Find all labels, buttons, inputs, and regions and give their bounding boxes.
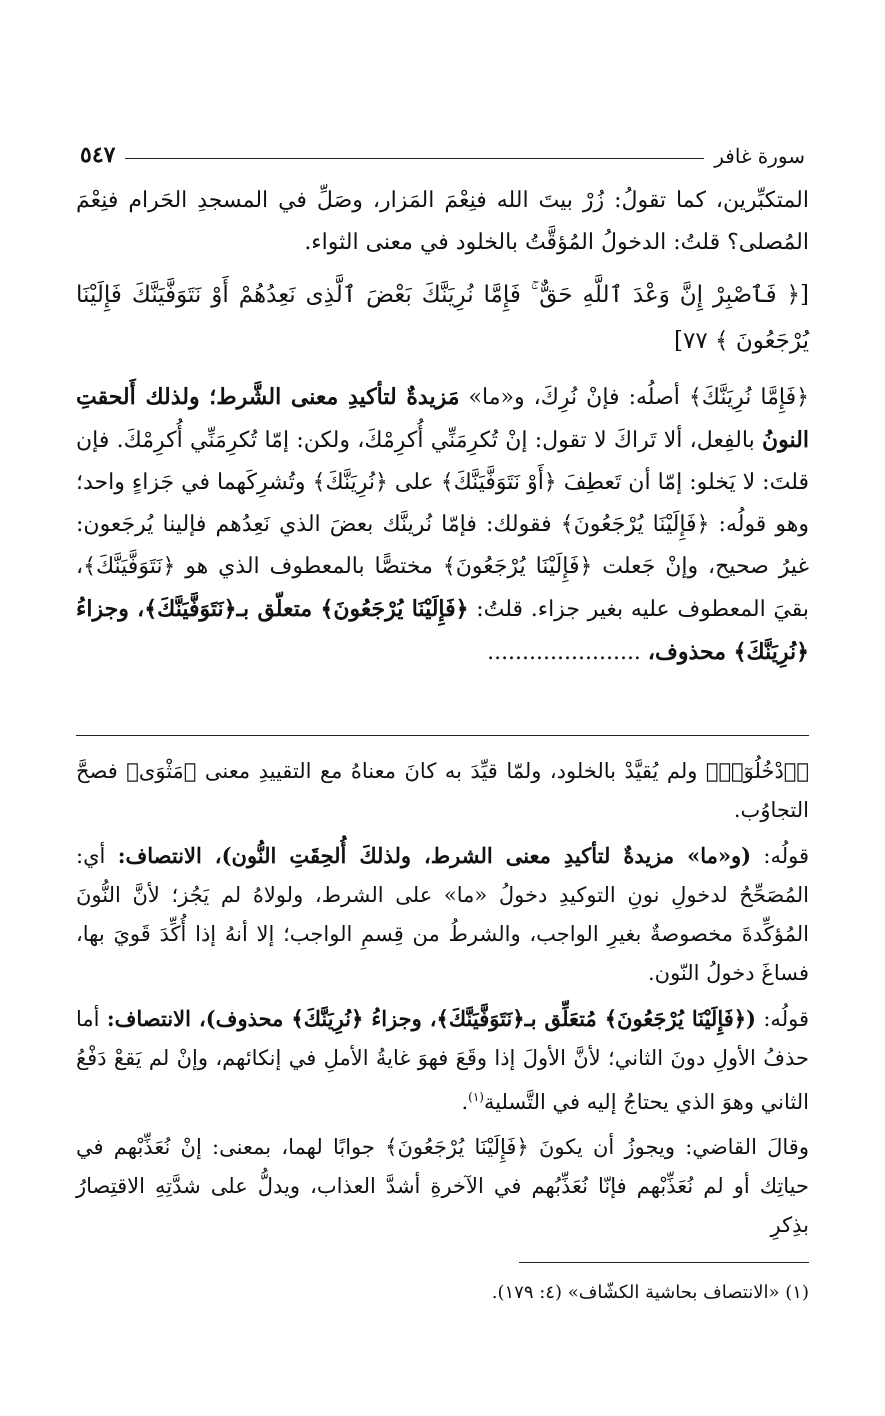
surah-title: سورة غافر bbox=[714, 144, 805, 168]
footnote: (١) «الانتصاف بحاشية الكشّاف» (٤: ١٧٩). bbox=[491, 1282, 809, 1303]
main-text bbox=[76, 180, 809, 674]
h3-bold: (﴿فَإِلَيْنَا يُرْجَعُونَ﴾ مُتعَلِّق بـ﴿نَتَوَفَّيَنَّكَ﴾، وجزاءُ ﴿نُرِيَنَّكَ﴾ محذوف)، الانتصاف: bbox=[106, 1006, 756, 1031]
h3-lead: قولُه: bbox=[756, 1007, 809, 1031]
quran-verse: [﴿ فَٱصْبِرْ إِنَّ وَعْدَ ٱللَّهِ حَقٌّ ۚ فَإِمَّا نُرِيَنَّكَ بَعْضَ ٱلَّذِى نَعِدُهُمْ أَوْ نَتَوَفَّيَنَّكَ فَإِلَيْنَا يُرْجَعُونَ ﴾ ٧٧] bbox=[76, 282, 809, 354]
h3-end: . bbox=[461, 1090, 469, 1114]
h2-lead: قولُه: bbox=[751, 844, 810, 868]
header-rule bbox=[125, 158, 704, 159]
main-paragraph-1: المتكبِّرين، كما تقولُ: زُرْ بيتَ الله فنِعْمَ المَزار، وصَلِّ في المسجدِ الحَرام فنِعْمَ المُصلى؟ قلتُ: الدخولُ المُؤقَّتُ بالخلود في معنى الثواء. bbox=[76, 188, 809, 255]
footnote-rule bbox=[519, 1262, 809, 1263]
p2-bold-phrase: مَزيدةٌ لتأكيدِ معنى الشَّرط؛ ولذلك أَلحقتِ النونُ bbox=[76, 384, 809, 453]
footnote-marker[interactable]: (١) bbox=[468, 1090, 484, 1104]
commentary-paragraph-3 bbox=[76, 999, 809, 1122]
page-header bbox=[80, 128, 805, 168]
p2-lead: ﴿فَإِمَّا نُرِيَنَّكَ﴾ أصلُه: فإنْ نُرِكَ، و«ما» bbox=[459, 385, 809, 410]
main-paragraph-2 bbox=[76, 376, 809, 674]
commentary-paragraph-4: وقالَ القاضي: ويجوزُ أن يكونَ ﴿فَإِلَيْنَا يُرْجَعُونَ﴾ جوابًا لهما، بمعنى: إنْ نُعَذِّبْهم في حياتِك أو لم نُعَذِّبْهم فإنّا نُعَذِّبُهم في الآخرةِ أشدَّ العذاب، ويدلُّ على شدَّتِهِ الاقتِصارُ بذِكرِ bbox=[76, 1135, 809, 1237]
p2-body: بالفِعل، ألا تَراكَ لا تقول: إنْ تُكرِمَنِّي أُكرِمْكَ، ولكن: إمّا تُكرِمَنِّي أُكرِمْكَ. فإن قلتَ: لا يَخلو: إمّا أن تَعطِفَ ﴿أَوْ نَتَوَفَّيَنَّكَ﴾ على ﴿نُرِيَنَّكَ﴾ وتُشرِكَهما في جَزاءٍ واحد؛ وهو قولُه: ﴿فَإِلَيْنَا يُرْجَعُونَ﴾ فقولك: فإمّا نُرينَّك بعضَ الذي نَعِدُهم فإلينا يُرجَعون: غيرُ صحيح، وإنْ جَعلت ﴿فَإِلَيْنَا يُرْجَعُونَ﴾ مختصًّا بالمعطوف الذي هو ﴿نَتَوَفَّيَنَّكَ﴾، بقيَ المعطوف عليه بغير جزاء. قلتُ: bbox=[76, 428, 810, 622]
h2-bold: (و«ما» مزيدةٌ لتأكيدِ معنى الشرط، ولذلكَ أُلحِقَتِ النُّون)، الانتصاف: bbox=[117, 843, 752, 868]
page-number: ٥٤٧ bbox=[80, 142, 116, 168]
commentary-paragraph-1: ﴿ٱدْخُلُوٓا۟﴾ ولم يُقيَّدْ بالخلود، ولمّا قيِّدَ به كانَ معناهُ مع التقييدِ معنى ﴿مَثْوَى﴾ فصحَّ التجاوُب. bbox=[76, 759, 809, 822]
h3-body: أما حذفُ الأولِ دونَ الثاني؛ لأنَّ الأولَ إذا وقَعَ فهوَ غايةُ الأملِ في إنكائهم، وإنْ لم يَقعْ دَفْعُ الثاني وهوَ الذي يحتاجُ إليه في التَّسلية bbox=[76, 1007, 809, 1114]
p2-bold-ending: ﴿فَإِلَيْنَا يُرْجَعُونَ﴾ متعلّق بـ﴿نَتَوَفَّيَنَّكَ﴾، وجزاءُ ﴿نُرِيَنَّكَ﴾ محذوف، bbox=[76, 596, 809, 665]
commentary-paragraph-2 bbox=[76, 836, 809, 993]
continuation-dots: ...................... bbox=[487, 640, 648, 665]
h2-body: أي: المُصَحِّحُ لدخولِ نونِ التوكيدِ دخولُ «ما» على الشرط، ولولاهُ لم يَجُز؛ لأنَّ النُّونَ المُؤكِّدةَ مخصوصةٌ بغيرِ الواجب، والشرطُ من قِسمِ الواجب؛ إلا أنهُ إذا أُكِّدَ قَويَ بها، فساغَ دخولُ النّون. bbox=[76, 844, 809, 985]
commentary-section bbox=[76, 752, 809, 1251]
section-divider bbox=[76, 735, 809, 736]
